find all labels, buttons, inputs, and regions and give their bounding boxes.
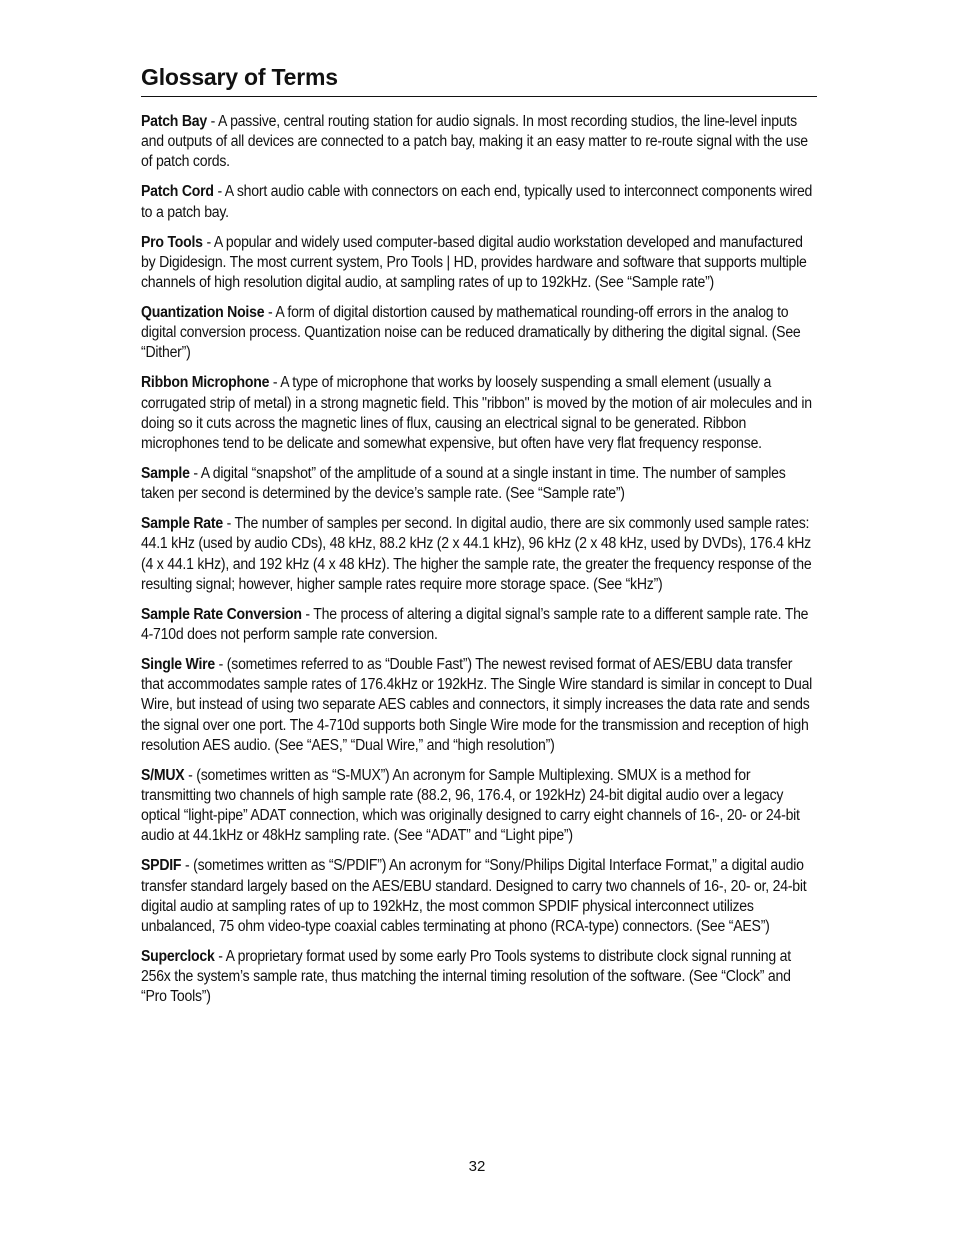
glossary-definition: - A digital “snapshot” of the amplitude of a sound at a single instant in time. The number of samples taken per second is determined by the device’s sample rate. (See “Sample rate”) [141, 465, 786, 503]
page-title: Glossary of Terms [141, 64, 338, 90]
glossary-entry-patch-bay [141, 112, 817, 173]
glossary-definition: - (sometimes written as “S-MUX”) An acronym for Sample Multiplexing. SMUX is a method for transmitting two channels of high sample rate (88.2, 96, 176.4, or 192kHz) 24-bit digital audio over a legacy optical “light-pipe” ADAT connection, which was originally designed to carry eight channels of 16-, 20- or 24-bit audio at 44.1kHz or 48kHz sampling rate. (See “ADAT” and “Light pipe”) [141, 766, 800, 845]
glossary-term: Patch Bay [141, 113, 207, 130]
glossary-entry-sample-rate-conversion [141, 605, 817, 645]
glossary-term: Sample Rate Conversion [141, 605, 302, 623]
glossary-entries [141, 112, 817, 1017]
glossary-entry-quantization-noise [141, 303, 817, 364]
glossary-definition: - A short audio cable with connectors on each end, typically used to interconnect components wired to a patch bay. [141, 183, 813, 221]
glossary-entry-sample [141, 464, 817, 504]
glossary-definition: - A form of digital distortion caused by mathematical rounding-off errors in the analog to digital conversion process. Quantization noise can be reduced dramatically by dithering the digital signal. (See “Dither”) [141, 304, 801, 362]
glossary-entry-sample-rate [141, 514, 817, 595]
glossary-term: Superclock [141, 948, 215, 966]
glossary-term: SPDIF [141, 857, 182, 875]
glossary-term: Single Wire [141, 656, 215, 674]
glossary-definition: - (sometimes written as “S/PDIF”) An acronym for “Sony/Philips Digital Interface Format,” a digital audio transfer standard largely based on the AES/EBU standard. Designed to carry two channels of 16-, 20- or, 24-bit digital audio at sampling rates of up to 192kHz, the most common SPDIF physical interconnect utilizes unbalanced, 75 ohm video-type coaxial cables terminating at phono (RCA-type) connectors. (See “AES”) [141, 857, 807, 936]
glossary-term: Quantization Noise [141, 304, 265, 322]
glossary-term: Sample [141, 465, 190, 483]
glossary-entry-single-wire [141, 655, 817, 756]
page-number: 32 [468, 1158, 486, 1175]
glossary-term: Pro Tools [141, 233, 203, 251]
glossary-definition: - A popular and widely used computer-based digital audio workstation developed and manufactured by Digidesign. The most current system, Pro Tools | HD, provides hardware and software that supports multiple channels of high resolution digital audio, at sampling rates of up to 192kHz. (See “Sample rate”) [141, 233, 807, 292]
glossary-definition: - (sometimes referred to as “Double Fast”) The newest revised format of AES/EBU data transfer that accommodates sample rates of 176.4kHz or 192kHz. The Single Wire standard is similar in concept to Dual Wire, but instead of using two separate AES cables and connectors, it simply increases the data rate and sends the signal over one port. The 4-710d supports both Single Wire mode for the transmission and reception of high resolution AES audio. (See “AES,” “Dual Wire,” and “high resolution”) [141, 656, 813, 754]
glossary-entry-spdif [141, 856, 817, 937]
glossary-entry-ribbon-microphone [141, 373, 817, 454]
glossary-entry-smux [141, 766, 817, 847]
glossary-definition: - A type of microphone that works by loosely suspending a small element (usually a corrugated strip of metal) in a strong magnetic field. This "ribbon" is moved by the motion of air molecules and in doing so it cuts across the magnetic lines of flux, causing an electrical signal to be generated. Ribbon microphones tend to be delicate and somewhat expensive, but often have very flat frequency response. [141, 374, 812, 453]
glossary-term: S/MUX [141, 766, 185, 784]
glossary-entry-pro-tools [141, 233, 817, 294]
title-rule [141, 96, 817, 97]
glossary-term: Sample Rate [141, 515, 223, 533]
glossary-definition: - A passive, central routing station for audio signals. In most recording studios, the line-level inputs and outputs of all devices are connected to a patch bay, making it an easy matter to re-route signal with the use of patch cords. [141, 113, 808, 171]
glossary-entry-superclock [141, 947, 817, 1008]
glossary-definition: - The number of samples per second. In digital audio, there are six commonly used sample rates: 44.1 kHz (used by audio CDs), 48 kHz, 88.2 kHz (2 x 44.1 kHz), 96 kHz (2 x 48 kHz, used by DVDs), 176.4 kHz (4 x 44.1 kHz), and 192 kHz (4 x 48 kHz). The higher the sample rate, the greater the frequency response of the resulting signal; however, higher sample rates require more storage space. (See “kHz”) [141, 515, 812, 593]
glossary-term: Patch Cord [141, 183, 214, 201]
glossary-definition: - The process of altering a digital signal’s sample rate to a different sample rate. The 4-710d does not perform sample rate conversion. [141, 605, 809, 644]
glossary-definition: - A proprietary format used by some early Pro Tools systems to distribute clock signal running at 256x the system’s sample rate, thus matching the internal timing resolution of the software. (See “Clock” and “Pro Tools”) [141, 948, 791, 1006]
glossary-entry-patch-cord [141, 182, 817, 222]
glossary-term: Ribbon Microphone [141, 374, 270, 392]
